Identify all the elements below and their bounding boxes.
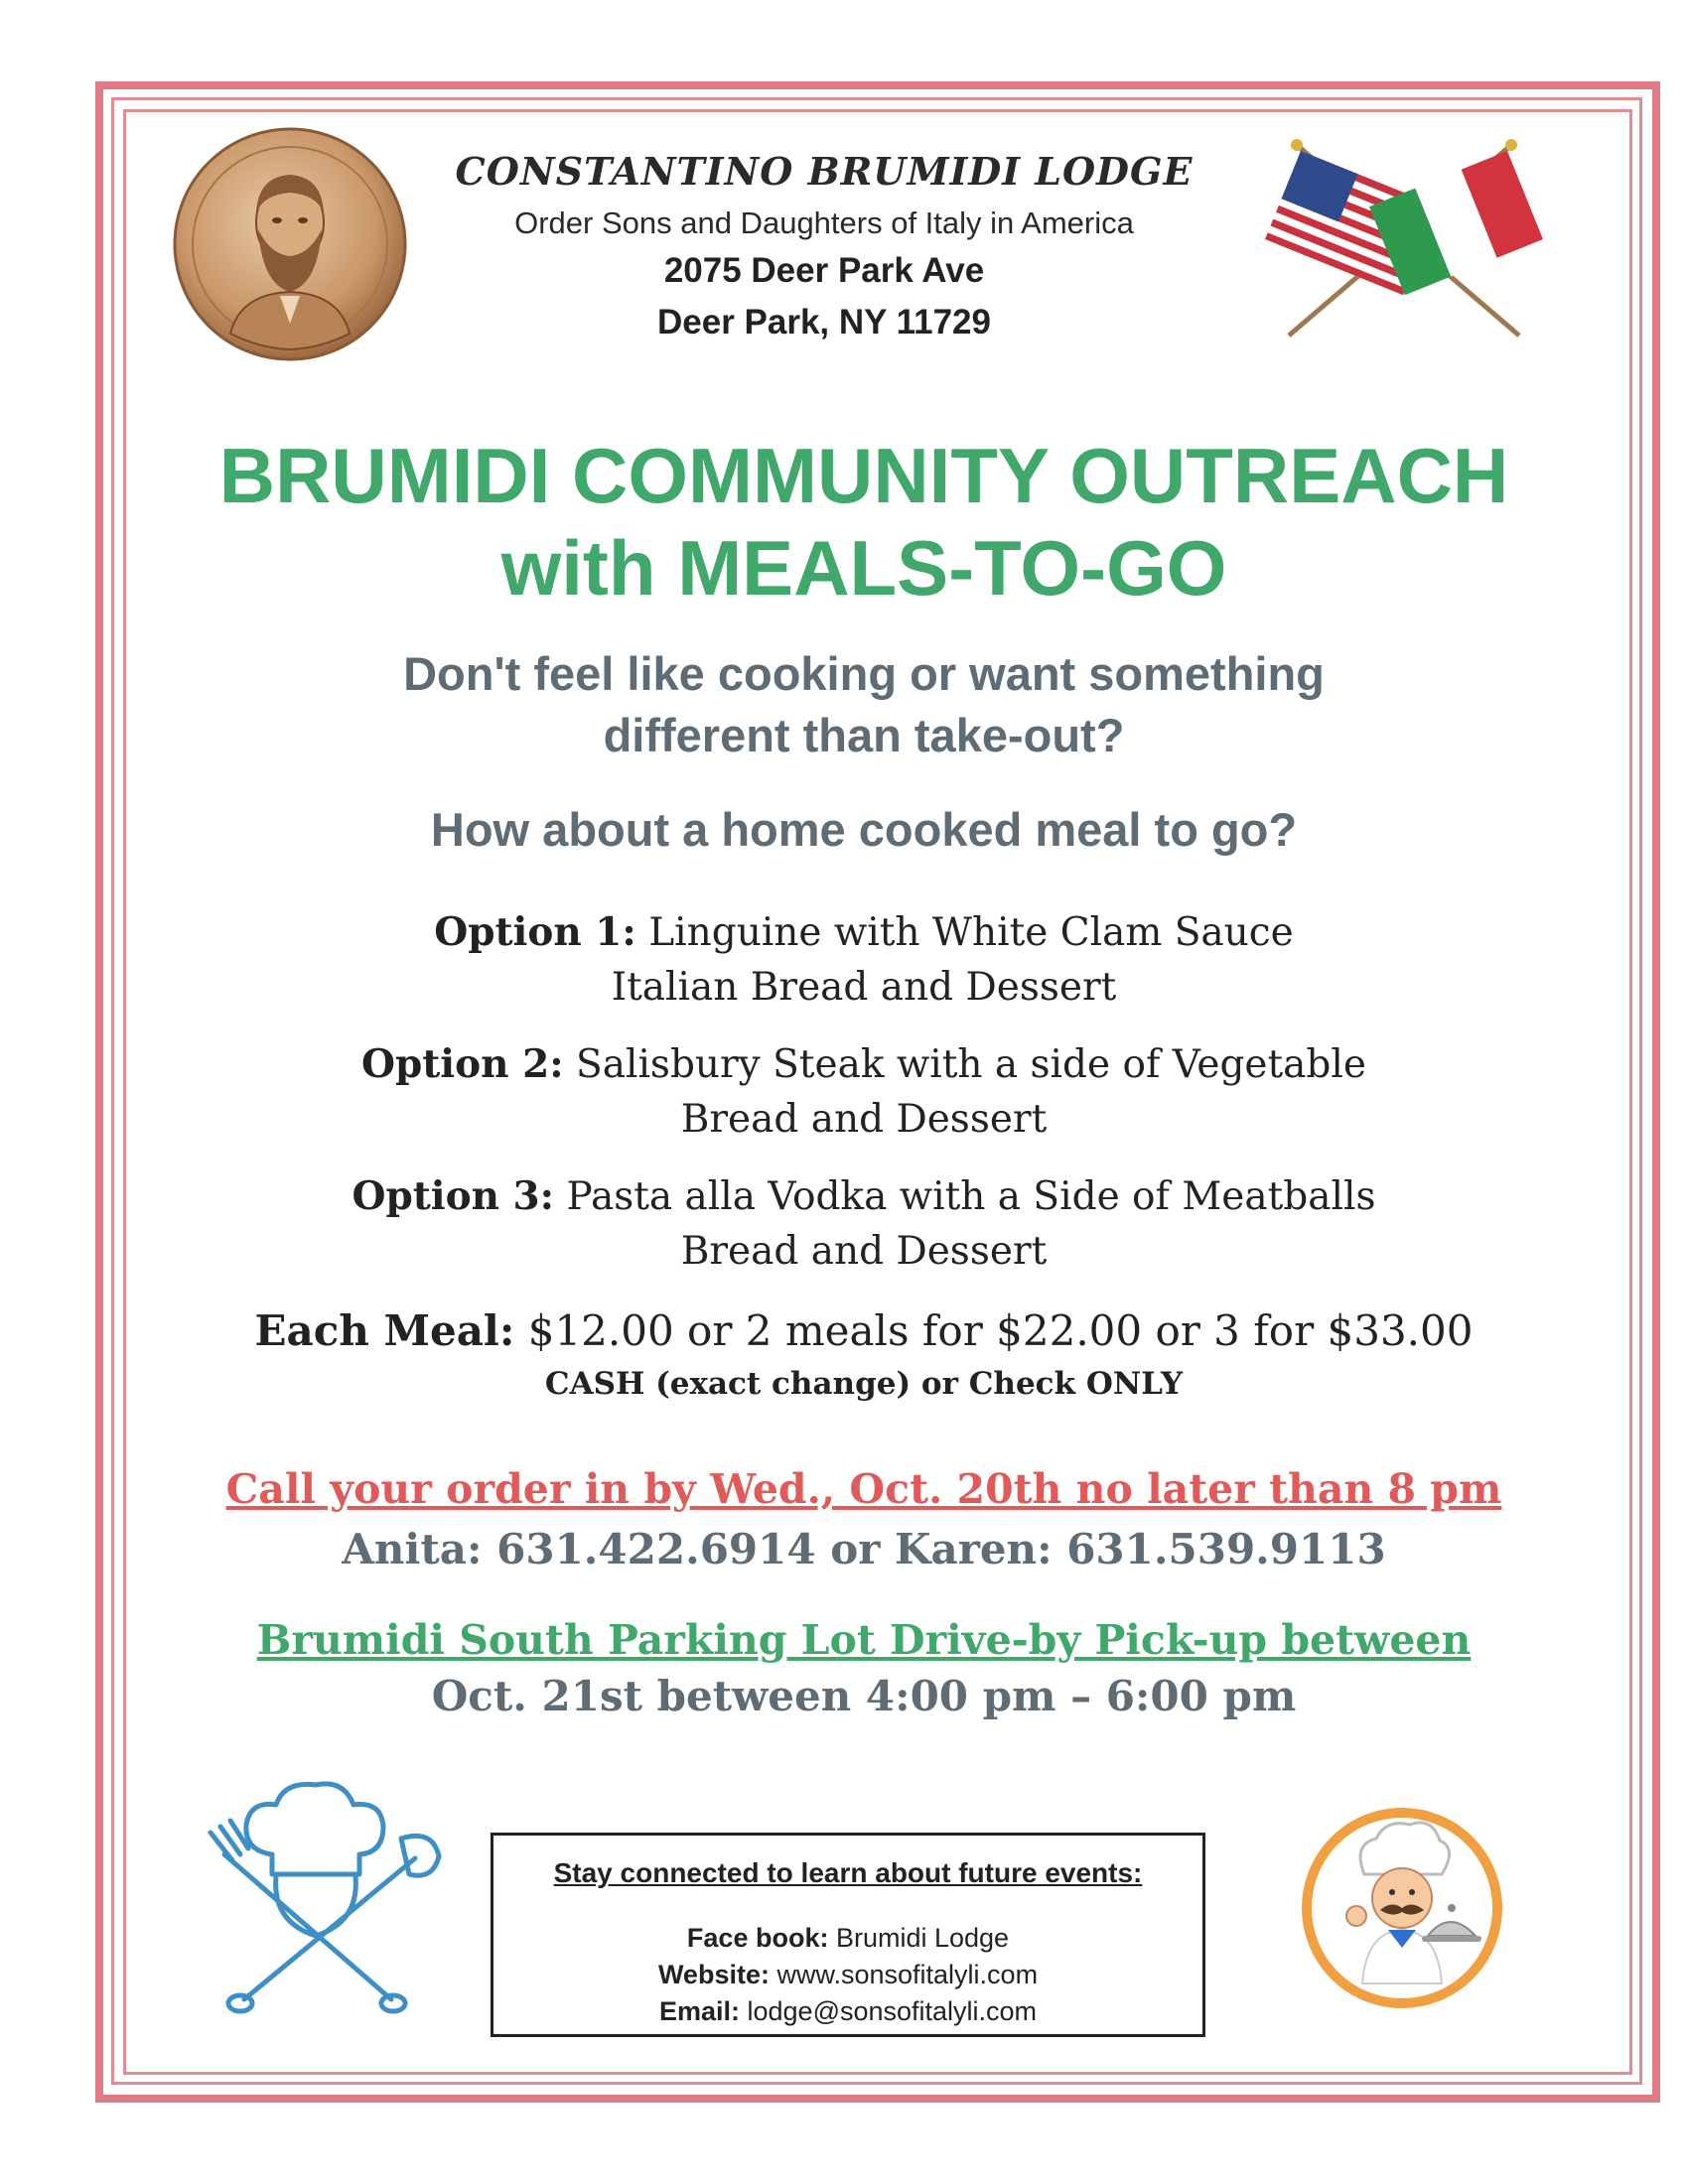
lodge-name: CONSTANTINO BRUMIDI LODGE [455, 149, 1194, 194]
subheading-question: How about a home cooked meal to go? [430, 803, 1298, 856]
address-city: Deer Park, NY 11729 [656, 303, 991, 341]
option-3-sides: Bread and Dessert [680, 1229, 1048, 1274]
option-1-sides: Italian Bread and Dessert [611, 965, 1117, 1010]
menu-option-3 [149, 1173, 1579, 1219]
menu-option-1 [149, 909, 1579, 955]
option-dish: Salisbury Steak with a side of Vegetable [576, 1042, 1366, 1087]
crossed-flags-icon [1219, 137, 1589, 345]
subheading-line1: Don't feel like cooking or want something [403, 647, 1325, 700]
contact-email [493, 1996, 1202, 2027]
menu-option-2 [149, 1041, 1579, 1087]
option-dish: Pasta alla Vodka with a Side of Meatballs [566, 1174, 1376, 1219]
meal-price [149, 1306, 1579, 1355]
subheading-line2: different than take-out? [603, 709, 1125, 761]
contact-facebook [493, 1923, 1202, 1954]
option-dish: Linguine with White Clam Sauce [648, 910, 1294, 955]
medallion-portrait-icon [171, 125, 409, 363]
chef-utensils-icon [185, 1773, 453, 2021]
email-label: Email: [658, 1996, 740, 2026]
organization-name: Order Sons and Daughters of Italy in America [514, 205, 1134, 240]
option-label: Option 2: [361, 1041, 564, 1087]
headline-line2: with MEALS-TO-GO [500, 524, 1227, 612]
option-label: Option 3: [352, 1173, 555, 1219]
order-phones: Anita: 631.422.6914 or Karen: 631.539.9113 [342, 1525, 1386, 1573]
option-label: Option 1: [434, 909, 636, 955]
contact-website [493, 1960, 1202, 1990]
price-text: $12.00 or 2 meals for $22.00 or 3 for $33.00 [527, 1306, 1474, 1355]
pickup-time: Oct. 21st between 4:00 pm – 6:00 pm [431, 1672, 1297, 1720]
pickup-location: Brumidi South Parking Lot Drive-by Pick-up between [256, 1616, 1472, 1664]
headline-line1: BRUMIDI COMMUNITY OUTREACH [218, 432, 1509, 519]
email-value: lodge@sonsofitalyli.com [747, 1996, 1038, 2026]
option-2-sides: Bread and Dessert [680, 1097, 1048, 1142]
contact-box [491, 1833, 1205, 2037]
payment-terms: CASH (exact change) or Check ONLY [544, 1366, 1184, 1402]
price-label: Each Meal: [254, 1306, 515, 1355]
order-deadline: Call your order in by Wed., Oct. 20th no later than 8 pm [225, 1465, 1502, 1513]
facebook-label: Face book: [686, 1923, 829, 1953]
website-label: Website: [657, 1960, 770, 1989]
chef-cloche-icon [1293, 1805, 1511, 2013]
website-value: www.sonsofitalyli.com [776, 1960, 1039, 1989]
address-street: 2075 Deer Park Ave [663, 251, 985, 290]
facebook-value: Brumidi Lodge [835, 1923, 1010, 1953]
contact-box-title: Stay connected to learn about future events: [553, 1857, 1143, 1888]
